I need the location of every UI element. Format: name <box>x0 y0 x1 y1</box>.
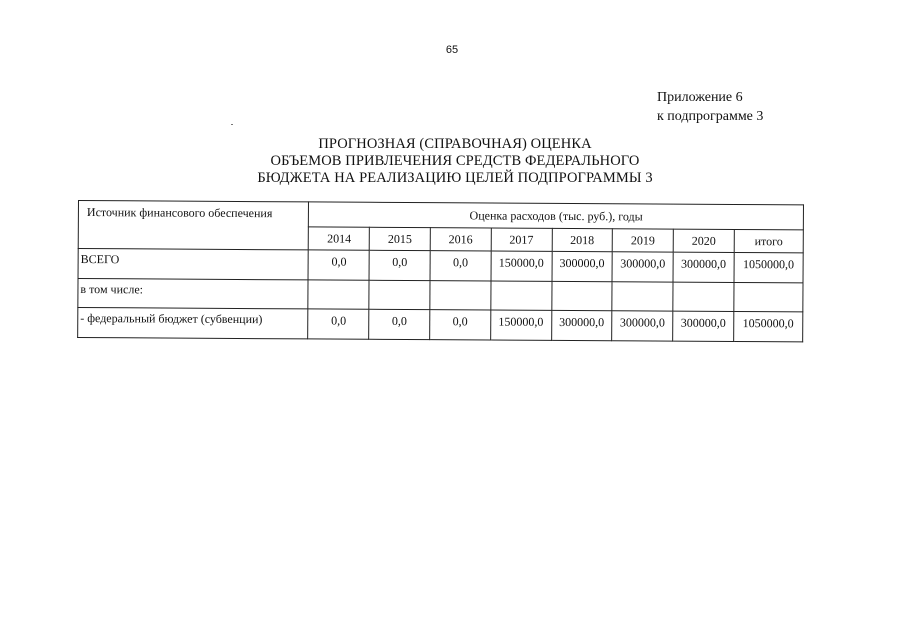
table-cell: 300000,0 <box>612 252 673 282</box>
estimate-column-header: Оценка расходов (тыс. руб.), годы <box>309 202 804 230</box>
row-label: ВСЕГО <box>78 249 309 280</box>
table-cell: 300000,0 <box>673 311 734 341</box>
total-header: итого <box>734 230 803 253</box>
document-title <box>200 136 710 187</box>
table-cell <box>551 281 612 310</box>
scan-speck <box>231 124 233 125</box>
table-cell: 0,0 <box>430 251 491 281</box>
year-header-2020: 2020 <box>673 229 734 252</box>
table-row-including <box>78 279 803 312</box>
page-number: 65 <box>445 44 459 56</box>
appendix-line-2: к подпрограмме 3 <box>657 109 764 124</box>
table-cell: 150000,0 <box>490 310 551 340</box>
table-cell: 1050000,0 <box>734 253 803 283</box>
row-label: в том числе: <box>78 279 309 309</box>
table-cell <box>673 282 734 311</box>
table-cell: 0,0 <box>308 309 369 339</box>
appendix-line-1: Приложение 6 <box>657 90 743 105</box>
table-cell: 0,0 <box>309 250 370 280</box>
table-cell: 300000,0 <box>552 251 613 281</box>
year-header-2018: 2018 <box>552 228 613 251</box>
table-cell: 0,0 <box>430 310 491 340</box>
table-row-federal <box>78 308 803 342</box>
row-label: - федеральный бюджет (субвенции) <box>78 308 309 339</box>
title-line-1: ПРОГНОЗНАЯ (СПРАВОЧНАЯ) ОЦЕНКА <box>318 136 592 152</box>
table-cell: 300000,0 <box>612 311 673 341</box>
table-cell: 300000,0 <box>551 310 612 340</box>
source-column-header: Источник финансового обеспечения <box>78 201 309 250</box>
table-row-total <box>78 249 803 283</box>
year-header-2014: 2014 <box>309 227 370 250</box>
table-cell <box>734 283 803 312</box>
table-cell <box>491 281 552 310</box>
table-header-row <box>78 201 803 230</box>
table-cell: 1050000,0 <box>733 312 802 342</box>
table-cell <box>612 282 673 311</box>
year-header-2016: 2016 <box>430 228 491 251</box>
table-cell: 300000,0 <box>673 252 734 282</box>
table-cell: 150000,0 <box>491 251 552 281</box>
title-line-3: БЮДЖЕТА НА РЕАЛИЗАЦИЮ ЦЕЛЕЙ ПОДПРОГРАММЫ 3 <box>257 170 653 186</box>
appendix-reference <box>657 88 763 126</box>
table-cell <box>369 280 430 309</box>
table-cell <box>308 280 369 309</box>
table-cell <box>430 281 491 310</box>
year-header-2019: 2019 <box>613 229 674 252</box>
funding-table <box>77 200 804 342</box>
year-header-2015: 2015 <box>369 227 430 250</box>
title-line-2: ОБЪЕМОВ ПРИВЛЕЧЕНИЯ СРЕДСТВ ФЕДЕРАЛЬНОГО <box>270 153 640 169</box>
table-cell: 0,0 <box>369 250 430 280</box>
year-header-2017: 2017 <box>491 228 552 251</box>
table-cell: 0,0 <box>369 309 430 339</box>
